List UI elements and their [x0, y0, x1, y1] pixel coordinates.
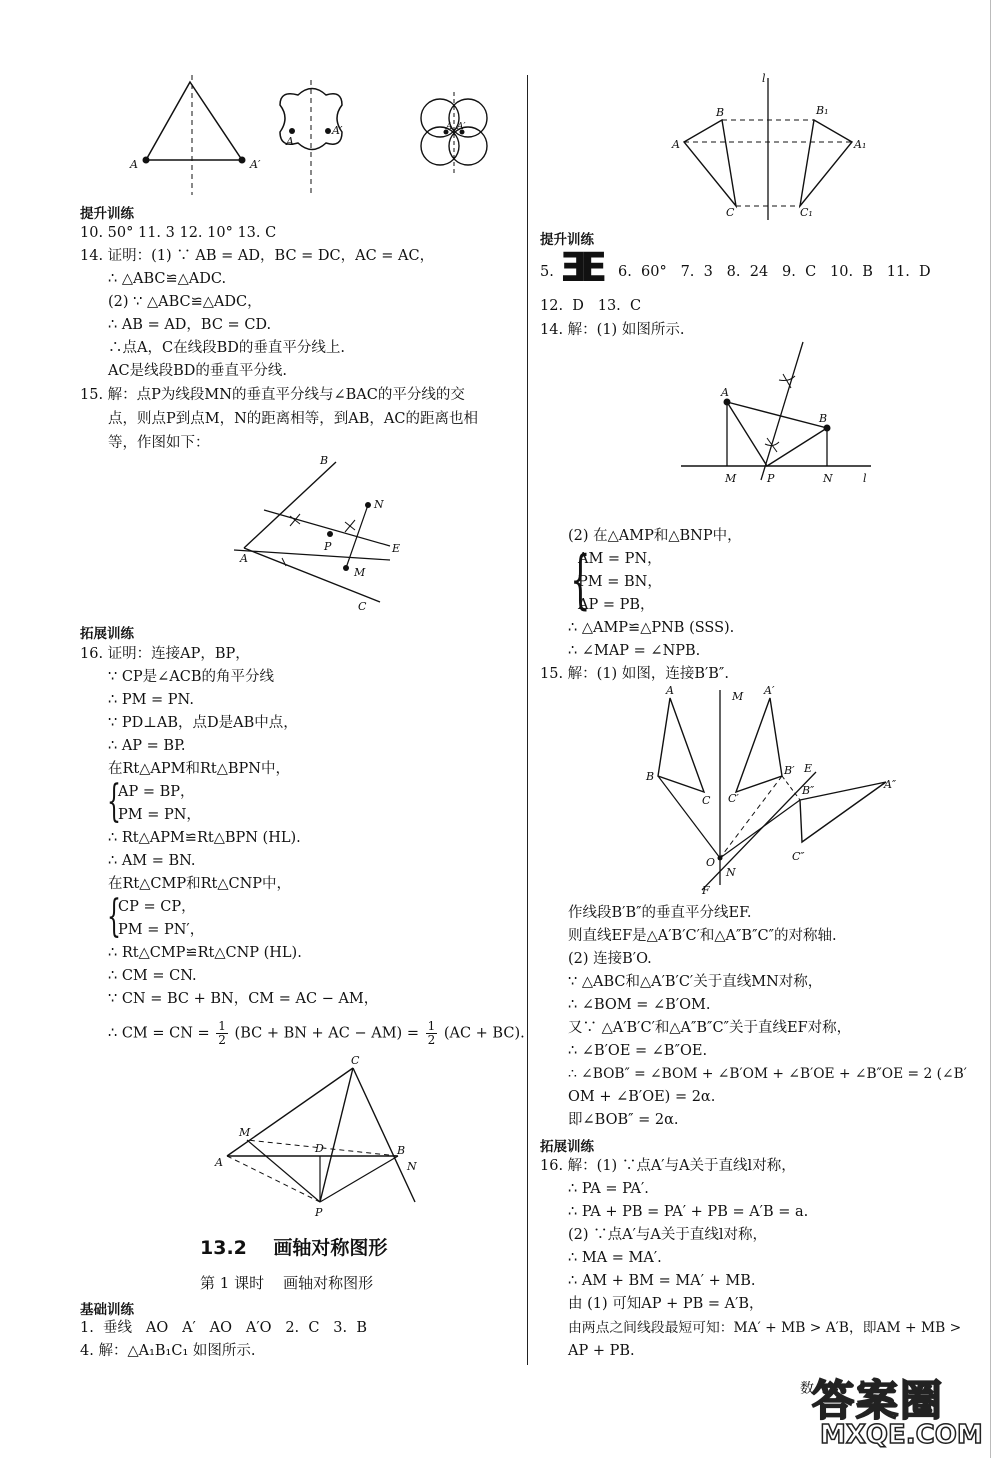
label-a: A — [672, 138, 680, 151]
proof-16-line12: CP = CP， — [118, 899, 196, 915]
label-a: A — [721, 386, 729, 399]
proof-16-line9: ∴ Rt△APM≌Rt△BPN (HL). — [108, 830, 301, 846]
basic-answers-1-3: 1. 垂线 AO A′ AO A′O 2. C 3. B — [80, 1320, 368, 1336]
label-a: A — [130, 158, 138, 171]
label-l: l — [863, 472, 867, 485]
label-a: A — [240, 552, 248, 565]
figure-four-circles — [421, 92, 487, 174]
brace-symbol: { — [107, 891, 121, 942]
label-o: O — [706, 856, 716, 869]
label-c1: C₁ — [800, 206, 813, 219]
answer-16-line9: AP + PB. — [568, 1343, 635, 1359]
figure-clover-shape — [280, 80, 343, 195]
label-p: P — [324, 540, 332, 553]
figure-reflection-triangles — [670, 70, 870, 230]
label-n: N — [407, 1160, 417, 1173]
eq-part-2: (BC + BN + AC − AM) = — [234, 1025, 419, 1042]
heading-tuozhan: 拓展训练 — [80, 626, 134, 642]
figure-triangle-cmp — [205, 1050, 435, 1220]
label-l: l — [762, 72, 766, 85]
proof-14-line6: AC是线段BD的垂直平分线. — [108, 363, 287, 379]
answer-14-line4: PM = BN， — [578, 574, 662, 590]
label-a-prime: A′ — [764, 684, 775, 697]
label-b-prime: B′ — [784, 764, 795, 777]
label-m: M — [732, 690, 744, 703]
heading-jichu: 基础训练 — [80, 1302, 134, 1318]
answer-16-line1: 16. 解：(1) ∵点A′与A关于直线l对称， — [540, 1158, 796, 1174]
proof-16-line1: 16. 证明：连接AP，BP， — [80, 646, 250, 662]
proof-16-line10: ∴ AM = BN. — [108, 853, 196, 869]
eq-part-1: ∴ CM = CN = — [108, 1025, 210, 1042]
figure-double-reflection — [640, 680, 900, 900]
label-a: A — [286, 135, 294, 148]
label-d: D — [315, 1142, 324, 1155]
fraction-half: $\frac{1}{2}$ — [427, 1019, 436, 1047]
answer-14-line2: (2) 在△AMP和△BNP中， — [568, 528, 742, 544]
proof-14-line4: ∴ AB = AD，BC = CD. — [108, 317, 272, 333]
label-b1: B₁ — [816, 104, 829, 117]
answer-14-line1: 14. 解：(1) 如图所示. — [540, 322, 685, 338]
label-b: B — [716, 106, 725, 119]
label-a-prime: A′ — [332, 124, 343, 137]
eq-part-3: (AC + BC). — [443, 1025, 525, 1042]
label-a-prime: A′ — [457, 122, 466, 132]
answer-14-line6: ∴ △AMP≌△PNB (SSS). — [568, 620, 735, 636]
proof-14-line2: ∴ △ABC≌△ADC. — [108, 271, 227, 287]
answers-6-11: 6. 60° 7. 3 8. 24 9. C 10. B 11. D — [618, 264, 931, 280]
answer-5-label: 5. — [540, 264, 554, 280]
answer-15-line3: 等，作图如下： — [108, 435, 210, 451]
answer-14-line5: AP = PB， — [578, 597, 655, 613]
label-a-prime: A′ — [250, 158, 261, 171]
answer-15-line11: 即∠BOB″ = 2α. — [568, 1112, 679, 1128]
basic-answer-4: 4. 解：△A₁B₁C₁ 如图所示. — [80, 1343, 256, 1359]
answer-15-line10: OM + ∠B′OE) = 2α. — [568, 1089, 716, 1105]
brace-symbol: { — [107, 776, 121, 827]
answer-14-line3: AM = PN， — [578, 551, 662, 567]
label-b-double-prime: B″ — [802, 784, 815, 797]
answer-15-line1: 15. 解：点P为线段MN的垂直平分线与∠BAC的平分线的交 — [80, 387, 465, 403]
fraction-half: $\frac{1}{2}$ — [218, 1019, 226, 1047]
answer-15-line2: 作线段B′B″的垂直平分线EF. — [568, 905, 752, 921]
label-a1: A₁ — [854, 138, 867, 151]
proof-16-line17 — [108, 1020, 525, 1047]
label-f: F — [702, 884, 710, 897]
label-m: M — [725, 472, 737, 485]
proof-16-line15: ∴ CM = CN. — [108, 968, 197, 984]
label-p: P — [315, 1206, 323, 1219]
answer-16-line8: 由两点之间线段最短可知：MA′ + MB > A′B，即AM + MB > — [568, 1320, 962, 1336]
answer-15-line7: 又∵ △A′B′C′和△A″B″C″关于直线EF对称， — [568, 1020, 852, 1036]
proof-14-line1: 14. 证明：(1) ∵ AB = AD，BC = DC，AC = AC， — [80, 248, 435, 264]
answer-16-line3: ∴ PA + PB = PA′ + PB = A′B = a. — [568, 1204, 809, 1220]
label-m: M — [239, 1126, 251, 1139]
heading-tuozhan-right: 拓展训练 — [540, 1139, 594, 1155]
section-title: 13.2 画轴对称图形 — [200, 1237, 388, 1259]
mirror-e-glyph: E E — [560, 245, 608, 291]
label-a: A — [446, 122, 453, 132]
label-c: C — [702, 794, 711, 807]
label-n: N — [374, 498, 384, 511]
proof-16-line6: 在Rt△APM和Rt△BPN中， — [108, 761, 290, 777]
proof-14-line3: (2) ∵ △ABC≌△ADC， — [108, 294, 262, 310]
watermark-logo: 答案圈 MXQE.COM — [812, 1376, 983, 1450]
answer-15-line3: 则直线EF是△A′B′C′和△A″B″C″的对称轴. — [568, 928, 837, 944]
proof-16-line14: ∴ Rt△CMP≌Rt△CNP (HL). — [108, 945, 302, 961]
label-b: B — [646, 770, 655, 783]
label-c: C — [358, 600, 367, 613]
proof-16-line16: ∵ CN = BC + BN，CM = AC − AM， — [108, 991, 379, 1007]
proof-16-line11: 在Rt△CMP和Rt△CNP中， — [108, 876, 292, 892]
answer-16-line2: ∴ PA = PA′. — [568, 1181, 649, 1197]
figure-angle-bisector — [220, 450, 420, 620]
label-p: P — [767, 472, 775, 485]
label-n: N — [726, 866, 736, 879]
label-c: C — [351, 1054, 360, 1067]
figure-line-construction — [675, 340, 885, 490]
answer-15-line2: 点，则点P到点M，N的距离相等，到AB，AC的距离也相 — [108, 411, 478, 427]
answer-15-line5: ∵ △ABC和△A′B′C′关于直线MN对称， — [568, 974, 823, 990]
label-c: C — [726, 206, 735, 219]
heading-tisheng: 提升训练 — [80, 206, 134, 222]
answer-16-line5: ∴ MA = MA′. — [568, 1250, 662, 1266]
figure-symmetry-shapes — [120, 70, 520, 200]
proof-16-line2: ∵ CP是∠ACB的角平分线 — [108, 669, 275, 685]
answer-15-line8: ∴ ∠B′OE = ∠B″OE. — [568, 1043, 708, 1059]
proof-16-line4: ∵ PD⊥AB，点D是AB中点， — [108, 715, 298, 731]
answer-16-line4: (2) ∵点A′与A关于直线l对称， — [568, 1227, 768, 1243]
label-b: B — [819, 412, 828, 425]
label-a-double-prime: A″ — [884, 778, 897, 791]
answer-15-line1: 15. 解：(1) 如图，连接B′B″. — [540, 666, 729, 682]
label-a: A — [666, 684, 674, 697]
answer-16-line6: ∴ AM + BM = MA′ + MB. — [568, 1273, 756, 1289]
answers-12-13: 12. D 13. C — [540, 298, 642, 314]
label-c-prime: C′ — [728, 792, 739, 805]
label-m: M — [354, 566, 366, 579]
answer-16-line7: 由 (1) 可知AP + PB = A′B， — [568, 1296, 764, 1312]
label-c-double-prime: C″ — [792, 850, 805, 863]
label-b: B — [320, 454, 329, 467]
answer-15-line4: (2) 连接B′O. — [568, 951, 652, 967]
heading-tisheng-right: 提升训练 — [540, 232, 594, 248]
label-b: B — [397, 1144, 406, 1157]
proof-16-line5: ∴ AP = BP. — [108, 738, 186, 754]
proof-16-line13: PM = PN′， — [118, 922, 205, 938]
label-n: N — [823, 472, 833, 485]
label-e: E — [804, 762, 813, 775]
right-edge-mark — [990, 0, 991, 1458]
label-a: A — [215, 1156, 223, 1169]
answer-14-line7: ∴ ∠MAP = ∠NPB. — [568, 643, 701, 659]
answer-15-line9: ∴ ∠BOB″ = ∠BOM + ∠B′OM + ∠B′OE + ∠B″OE = 2 (∠B′ — [568, 1066, 967, 1082]
answer-15-line6: ∴ ∠BOM = ∠B′OM. — [568, 997, 711, 1013]
proof-14-line5: ∴点A，C在线段BD的垂直平分线上. — [108, 340, 345, 356]
column-divider — [527, 75, 528, 1365]
label-e: E — [392, 542, 401, 555]
answer-10-13: 10. 50° 11. 3 12. 10° 13. C — [80, 225, 277, 241]
page-mark: 数 — [800, 1381, 814, 1397]
figure-triangle — [129, 75, 261, 195]
brace-symbol: { — [570, 543, 591, 617]
proof-16-line8: PM = PN， — [118, 807, 201, 823]
proof-16-line3: ∴ PM = PN. — [108, 692, 194, 708]
lesson-title: 第 1 课时 画轴对称图形 — [200, 1274, 374, 1292]
proof-16-line7: AP = BP， — [118, 784, 195, 800]
